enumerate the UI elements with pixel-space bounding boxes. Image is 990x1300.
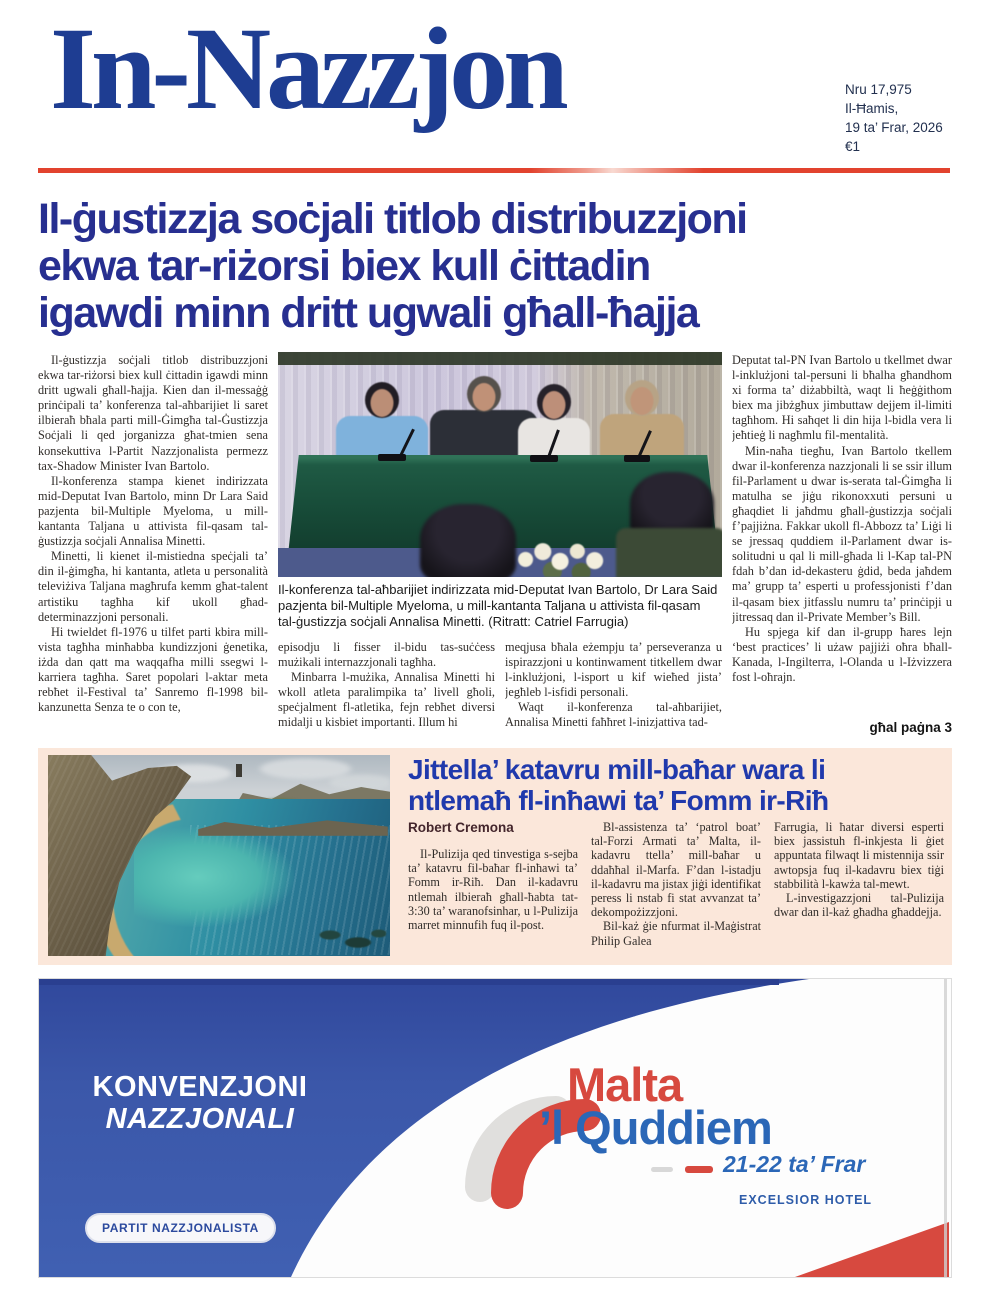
convention-title-line: KONVENZJONI: [92, 1071, 308, 1103]
rocks: [316, 923, 386, 953]
lead-headline-line: igawdi minn dritt ugwali għall-ħajja: [38, 289, 699, 337]
issue-price: €1: [845, 139, 861, 154]
second-story-column: [591, 820, 761, 960]
party-badge: PARTIT NAZZJONALISTA: [85, 1213, 276, 1243]
second-story-panel: [38, 748, 952, 965]
lead-story-column-right: [732, 353, 952, 743]
logo-quddiem-text: ’l Quddiem: [539, 1101, 772, 1154]
lead-headline-line: ekwa tar-riżorsi biex kull ċittadin: [38, 242, 650, 290]
lead-story: [38, 352, 952, 744]
lead-headline: [38, 196, 958, 337]
microphone-base: [378, 454, 406, 461]
paragraph: Min-naħa tiegħu, Ivan Bartolo tkellem dwar il-konferenza nazzjonali li se ssir illum fil-Parlament u dwar is-serata tal-Ġimgħa li matulha se jiġu rikonoxxuti persuni u għaqdiet li jaħdmu għall-ġustizzja soċjali f’pajjiżna. Fakkar ukoll fl-Abbozz ta’ Liġi li se jressaq quddiem il-Parlament dwar is-solitudni u qal li mill-għada li l-Kap tal-PN fdah b’dan id-dekasteru ġdid, beda jaħdem ma’ grupp ta’ esperti u professjonisti f’dan il-qasam biex jitfasslu numru ta’ prinċipji u jitressaq dan il-Private Member’s Bill.: [732, 443, 952, 624]
convention-venue: EXCELSIOR HOTEL: [739, 1193, 873, 1207]
microphone-base: [624, 455, 650, 462]
red-dash: [685, 1166, 713, 1173]
paragraph: Minbarra l-mużika, Annalisa Minetti hi wkoll atleta paralimpika ta’ livell għoli, speċjalment fl-atletika, fejn rebħet diversi midalji u kisbiet importanti. Illum hi: [278, 669, 495, 730]
lead-story-subcolumn: [278, 640, 495, 740]
paragraph: Il-ġustizzja soċjali titlob distribuzzjoni ekwa tar-riżorsi biex kull ċittadin igawdi minn dritt ugwali għall-ħajja. Kien dan il-messaġġ prinċipali ta’ konferenza tal-aħbarijiet li saret ilbieraħ bħala parti mill-Ġimgħa tal-Ġustizzja Soċjali li qed jorganizza għat-tmien sena konsekuttiva l-Partit Nazzjonalista permezz tax-Shadow Minister Ivan Bartolo.: [38, 353, 268, 473]
paragraph: Hu spjega kif dan il-grupp ħares lejn ‘best practices’ li użaw pajjiżi oħra bħall-Kanada, l-Ingilterra, l-Olanda u l-Iżvizzera fost l-oħrajn.: [732, 624, 952, 684]
issue-number: Nru 17,975: [845, 82, 912, 97]
convention-title: [75, 1071, 325, 1135]
paragraph: Waqt il-konferenza tal-aħbarijiet, Annalisa Minetti faħħret l-inizjattiva tad-: [505, 699, 722, 730]
issue-date: 19 ta’ Frar, 2026: [845, 120, 943, 135]
coastal-bay-photo: [48, 755, 390, 956]
second-story-headline-line: ntlemaħ fl-inħawi ta’ Fomm ir-Riħ: [408, 785, 829, 816]
photo-caption: Il-konferenza tal-aħbarijiet indirizzata mid-Deputat Ivan Bartolo, Dr Lara Said pazjenta bil-Multiple Myeloma, u mill-kantanta Taljana u attivista fil-qasam tal-ġustizzja soċjali Annalisa Minetti. (Ritratt: Catriel Farrugia): [278, 582, 718, 630]
lead-headline-line: Il-ġustizzja soċjali titlob distribuzzjoni: [38, 195, 747, 243]
second-story-headline-line: Jittella’ katavru mill-baħar wara li: [408, 754, 826, 785]
second-story-column: [774, 820, 944, 960]
second-story-headline: [408, 754, 828, 816]
issue-info: [845, 80, 975, 156]
masthead-rule: [38, 168, 950, 173]
logo-malta-text: Malta: [567, 1058, 683, 1111]
newspaper-title: In-Nazzjon: [50, 3, 564, 134]
issue-day: Il-Ħamis,: [845, 101, 899, 116]
paragraph: Il-Pulizija qed tinvestiga s-sejba ta’ katavru fil-baħar fl-inħawi ta’ Fomm ir-Riħ. Dan il-kadavru ntlemah ilbieraħ għall-ħabta tat-3:30 ta’ waranofsinhar, u l-Pulizija marret minnufih fuq il-post.: [408, 847, 578, 933]
lead-story-subcolumn: [505, 640, 722, 740]
grey-dash: [651, 1167, 673, 1172]
paragraph: L-investigazzjoni tal-Pulizija dwar dan il-każ għadha għaddejja.: [774, 891, 944, 920]
convention-title-line: NAZZJONALI: [105, 1103, 295, 1135]
blue-panel-top-strip: [39, 979, 779, 985]
paragraph: Bil-każ ġie nfurmat il-Maġistrat Philip Galea: [591, 919, 761, 948]
paragraph: Bl-assistenza ta’ ‘patrol boat’ tal-Forzi Armati ta’ Malta, il-kadavru ttella’ mill-baħar u ddaħħal il-Marfa. F’dan l-istadju il-kadavru ma jistax jiġi identifikat peress li nstab fi stat avvanzat ta’ dekompożizzjoni.: [591, 820, 761, 920]
lead-story-column-left: [38, 353, 268, 743]
flower-bouquet: [514, 538, 610, 577]
microphone-base: [530, 455, 558, 462]
lead-story-subcolumns: [278, 640, 722, 740]
conference-photo: [278, 352, 722, 577]
paragraph: Minetti, li kienet il-mistiedna speċjali ta’ din il-ġimgħa, hi kantanta, atleta u personalità televiżiva Taljana magħrufa kemm għat-talent artistiku tagħha kif ukoll għad-determinazzjoni personali.: [38, 549, 268, 624]
audience-head: [420, 504, 516, 577]
paragraph: Il-konferenza stampa kienet indirizzata mid-Deputat Ivan Bartolo, minn Dr Lara Said pazjenta bil-Multiple Myeloma, u mill-kantanta Taljana u attivista fil-qasam tal-ġustizzja soċjali Annalisa Minetti.: [38, 473, 268, 549]
watchtower: [236, 764, 242, 777]
paragraph: Farrugia, li ħatar diversi esperti biex jassistuh fl-inkjesta li ġiet appuntata filwaqt li mistennija ssir awtopsja fuq il-kadavru biex tiġi stabbilità l-kawża tal-mewt.: [774, 820, 944, 891]
paragraph: episodju li fisser il-bidu tas-suċċess mużikali internazzjonali tagħha.: [278, 639, 495, 669]
lead-story-column-middle: [278, 352, 722, 740]
byline: Robert Cremona: [408, 820, 514, 835]
paragraph: Hi twieldet fl-1976 u tilfet parti kbira mill-vista tagħha minħabba kundizzjoni ġenetika, iżda dan qatt ma waqqafha milli ssegwi l-karriera tagħha. Saret popolari l-aktar meta rebħet il-Festival ta’ Sanremo fl-1998 bil-kanzunetta Senza te o con te,: [38, 624, 268, 715]
audience-shoulders: [616, 528, 722, 577]
page-edge-line: [944, 979, 947, 1277]
continued-on-page-ref: għal paġna 3: [869, 720, 952, 735]
second-story-columns: [408, 820, 944, 960]
stage-valance: [278, 352, 722, 365]
convention-dates: 21-22 ta’ Frar: [723, 1151, 866, 1177]
second-story-column: [408, 820, 578, 960]
paragraph: Deputat tal-PN Ivan Bartolo u tkellmet dwar l-inklużjoni tal-persuni li bħalha għandhom xi forma ta’ diżabbiltà, waqt li ħeġġithom biex ma jibżgħux jimbuttaw dejjem il-limiti tagħhom. Hi saħqet li din hija l-bidla vera li jeħtieġ li nagħmlu fil-mentalità.: [732, 353, 952, 443]
convention-advert: [38, 978, 952, 1278]
paragraph: meqjusa bħala eżempju ta’ perseveranza u ispirazzjoni u kontinwament titkellem dwar l-inklużjoni, l-isport u kif wieħed jista’ jegħleb l-isfidi personali.: [505, 639, 722, 699]
